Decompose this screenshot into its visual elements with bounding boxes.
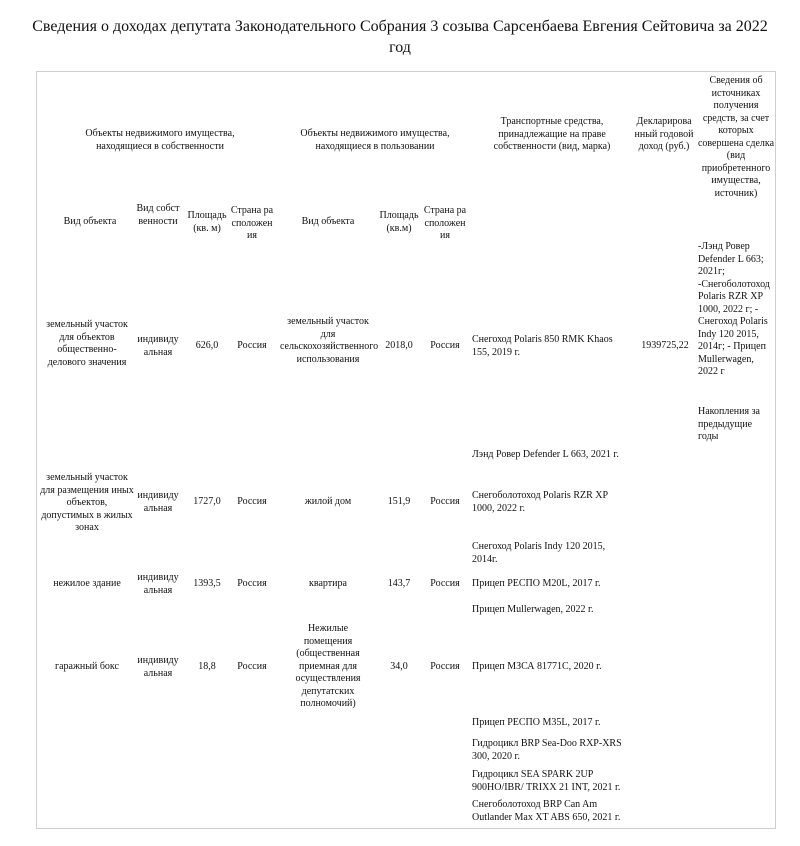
- sources-items: -Лэнд Ровер Defender L 663; 2021г; -Снегоболотоход Polaris RZR XP 1000, 2022 г; - Снегоход Polaris Indy 120 2015, 2014г; - Прицеп Mullerwagen, 2022 г: [698, 241, 770, 377]
- used-country-2: Россия: [430, 496, 460, 507]
- header-sources: Сведения об источниках получения средств, за счет которых совершена сделка (вид приобретенного имущества, источник): [697, 75, 775, 199]
- header-income: Декларированный годовой доход (руб.): [634, 116, 694, 152]
- header-used-country: Страна расположения: [423, 205, 467, 241]
- header-used-area: Площадь (кв.м): [379, 210, 419, 234]
- sources-source: Накопления за предыдущие годы: [698, 406, 760, 442]
- owned-ownership-3: индивидуальная: [137, 572, 179, 596]
- header-owned-area: Площадь (кв. м): [187, 210, 227, 234]
- header-owned-country: Страна расположения: [230, 205, 274, 241]
- owned-country-1: Россия: [237, 340, 267, 351]
- used-type-1: земельный участок для сельскохозяйственного использования: [280, 316, 379, 365]
- owned-country-4: Россия: [237, 661, 267, 672]
- owned-type-4: гаражный бокс: [55, 661, 119, 672]
- used-type-3: квартира: [309, 578, 347, 589]
- used-area-3: 143,7: [387, 578, 411, 589]
- used-type-2: жилой дом: [304, 496, 352, 507]
- vehicle-10: Гидроцикл SEA SPARK 2UP 900НО/IBR/ TRIXX 21 INT, 2021 г.: [472, 769, 621, 793]
- owned-area-1: 626,0: [195, 340, 219, 351]
- used-country-1: Россия: [430, 340, 460, 351]
- header-owned-type: Вид объекта: [63, 216, 117, 227]
- declaration-table: [36, 71, 776, 829]
- owned-type-1: земельный участок для объектов общественно-делового значения: [46, 319, 128, 368]
- owned-type-3: нежилое здание: [53, 578, 121, 589]
- used-type-4: Нежилые помещения (общественная приемная для осуществления депутатских полномочий): [295, 623, 361, 709]
- vehicle-1: Снегоход Polaris 850 RMK Khaos 155, 2019 г.: [472, 334, 613, 358]
- used-area-1: 2018,0: [385, 340, 413, 351]
- owned-area-2: 1727,0: [193, 496, 221, 507]
- vehicle-7: Прицеп МЗСА 81771С, 2020 г.: [472, 661, 602, 672]
- vehicle-5: Прицеп РЕСПО М20L, 2017 г.: [472, 578, 601, 589]
- vehicle-11: Снегоболотоход BRP Can Am Outlander Max XT ABS 650, 2021 г.: [472, 799, 621, 823]
- owned-country-3: Россия: [237, 578, 267, 589]
- used-area-4: 34,0: [390, 661, 408, 672]
- header-owned-group: Объекты недвижимого имущества, находящиеся в собственности: [85, 128, 235, 152]
- owned-type-2: земельный участок для размещения иных объектов, допустимых в жилых зонах: [40, 472, 134, 533]
- owned-ownership-4: индивидуальная: [137, 655, 179, 679]
- vehicle-8: Прицеп РЕСПО М35L, 2017 г.: [472, 717, 601, 728]
- owned-ownership-2: индивидуальная: [137, 490, 179, 514]
- vehicle-6: Прицеп Mullerwagen, 2022 г.: [472, 604, 594, 615]
- owned-country-2: Россия: [237, 496, 267, 507]
- used-country-3: Россия: [430, 578, 460, 589]
- income-value: 1939725,22: [641, 340, 689, 351]
- vehicle-2: Лэнд Ровер Defender L 663, 2021 г.: [472, 449, 619, 460]
- vehicle-4: Снегоход Polaris Indy 120 2015, 2014г.: [472, 541, 606, 565]
- header-vehicles: Транспортные средства, принадлежащие на праве собственности (вид, марка): [493, 116, 611, 152]
- used-area-2: 151,9: [387, 496, 411, 507]
- owned-ownership-1: индивидуальная: [137, 334, 179, 358]
- owned-area-4: 18,8: [198, 661, 216, 672]
- used-country-4: Россия: [430, 661, 460, 672]
- page-title: Сведения о доходах депутата Законодательного Собрания 3 созыва Сарсенбаева Евгения Сейтовича за 2022 год: [32, 18, 768, 56]
- vehicle-3: Снегоболотоход Polaris RZR XP 1000, 2022 г.: [472, 490, 608, 514]
- header-used-type: Вид объекта: [301, 216, 355, 227]
- header-used-group: Объекты недвижимого имущества, находящиеся в пользовании: [300, 128, 450, 152]
- vehicle-9: Гидроцикл BRP Sea-Doo RXP-XRS 300, 2020 г.: [472, 738, 622, 762]
- header-owned-ownership: Вид собственности: [136, 203, 180, 227]
- owned-area-3: 1393,5: [193, 578, 221, 589]
